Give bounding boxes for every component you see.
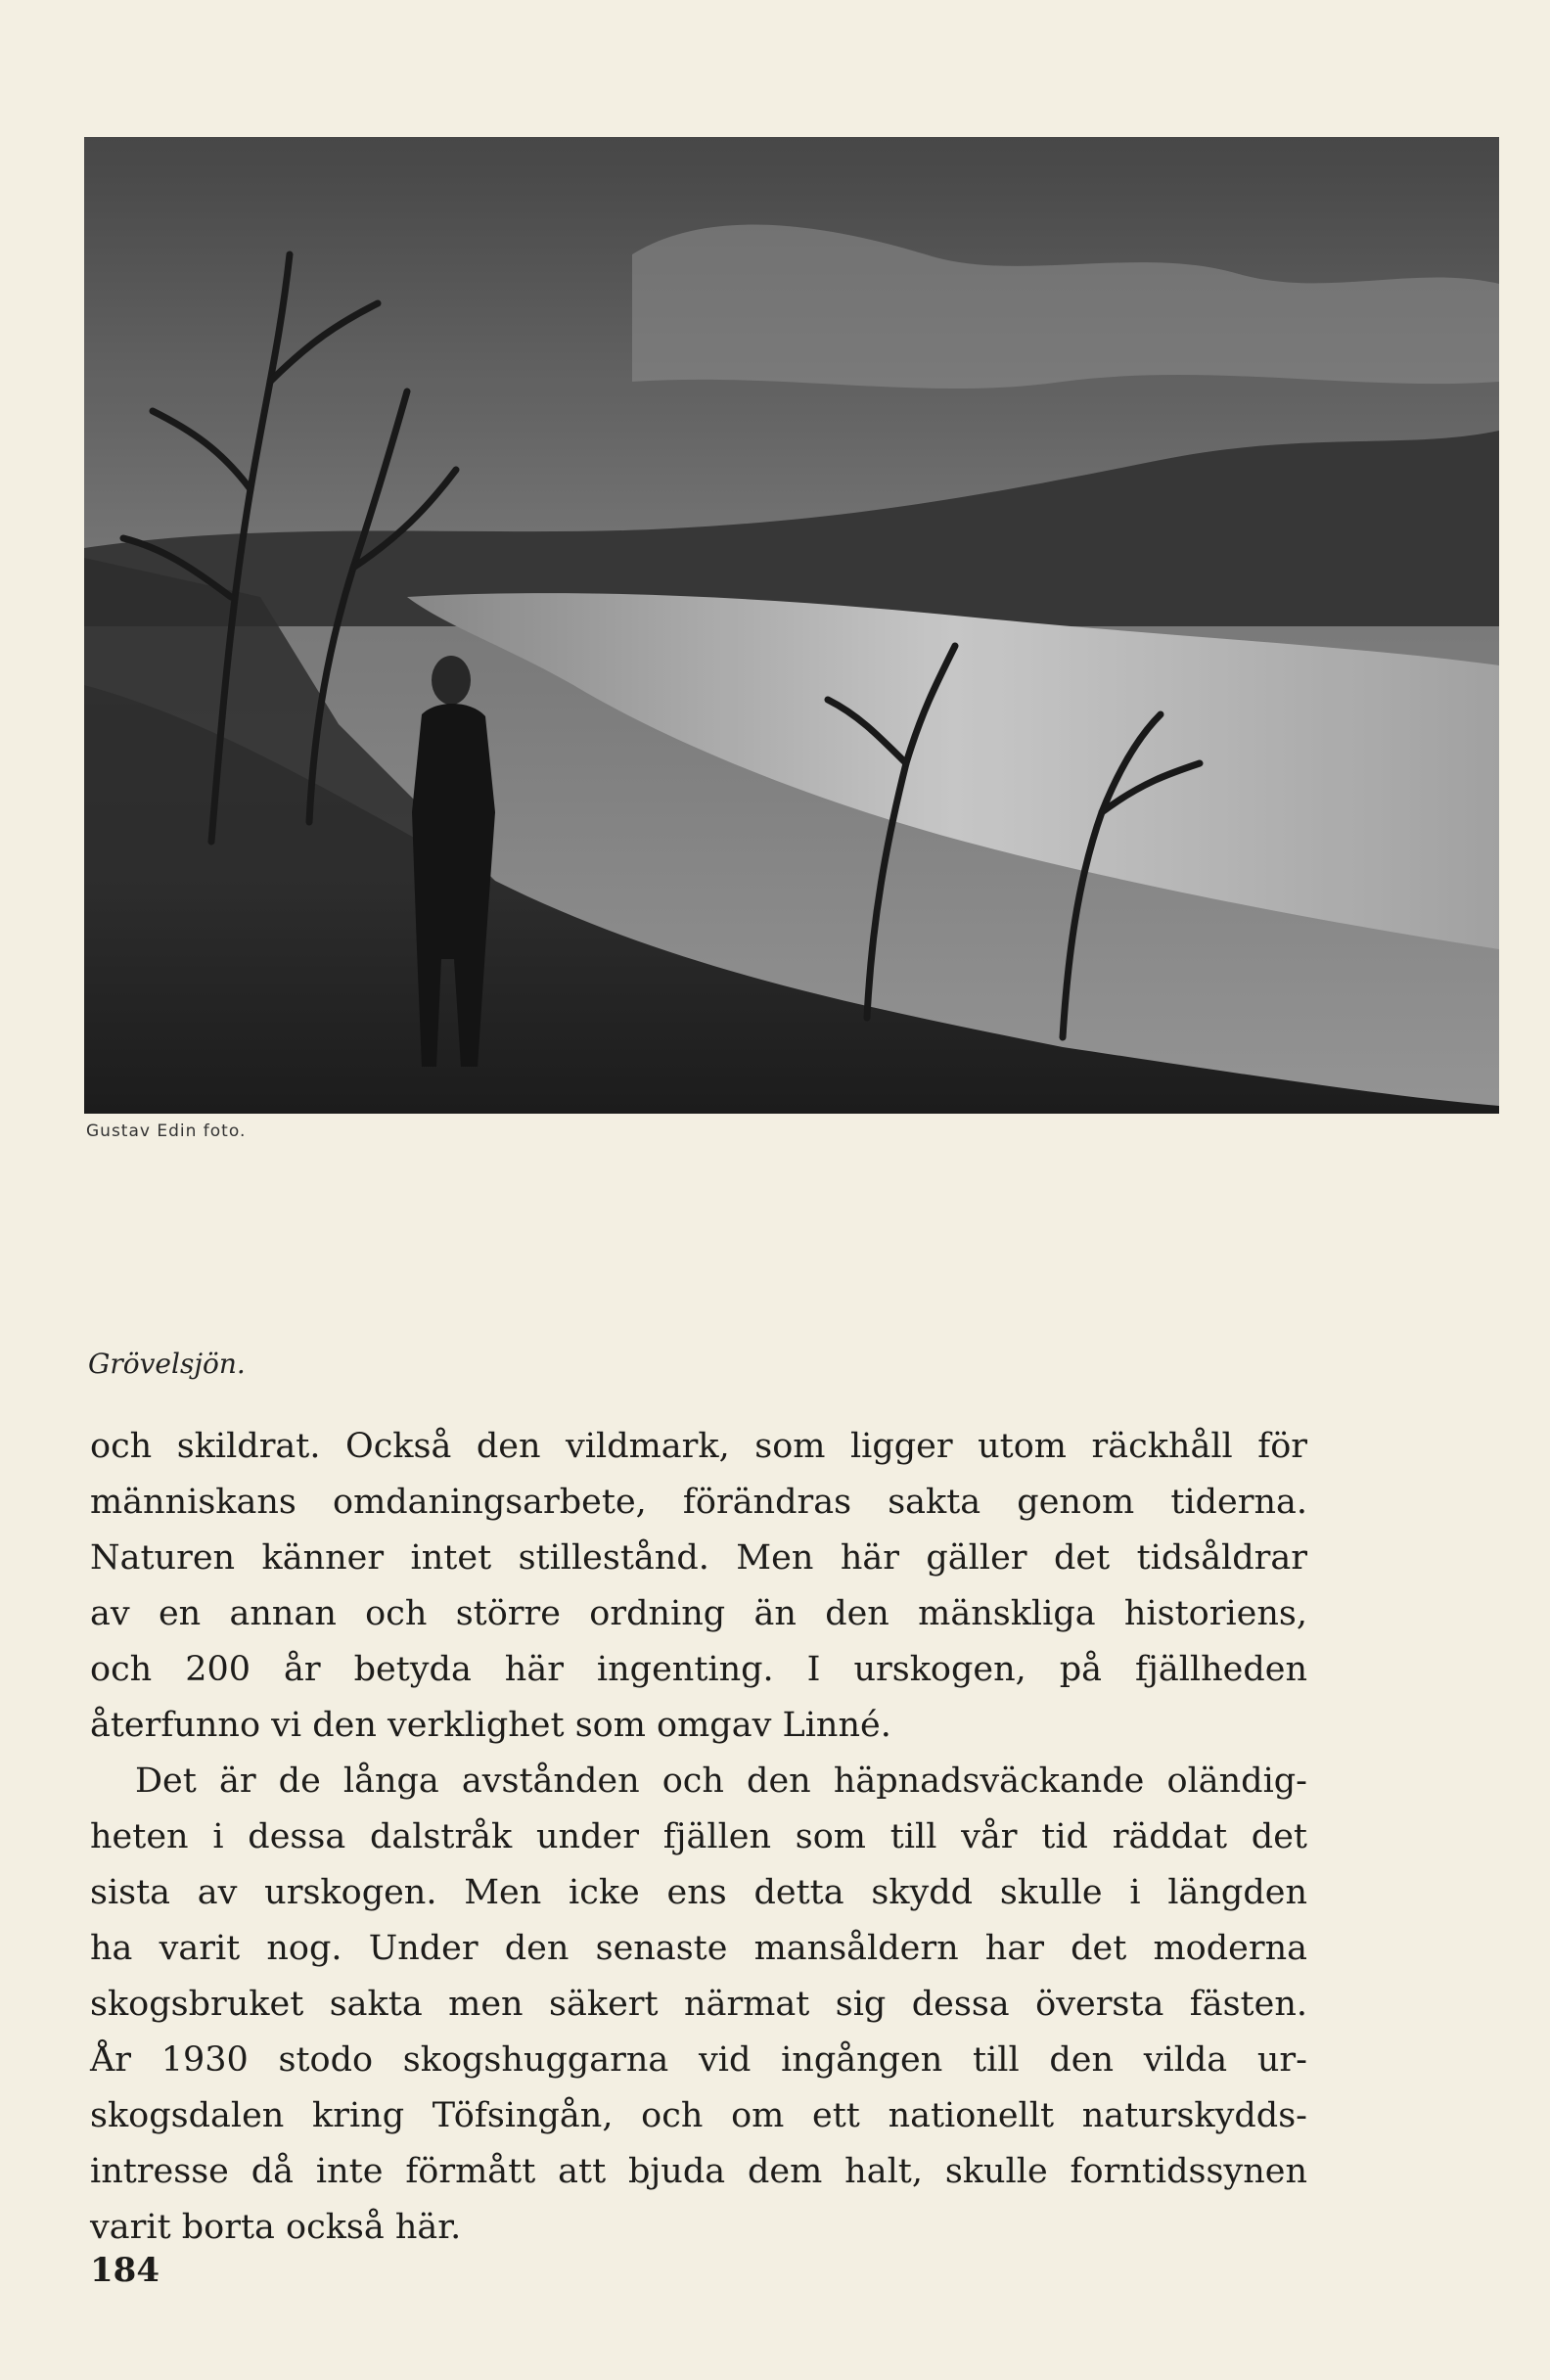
text-line: Det är de långa avstånden och den häpnadsväckande oländig- <box>135 1762 1307 1801</box>
text-line: ha varit nog. Under den senaste mansåldern har det moderna <box>90 1929 1307 1968</box>
text-line: av en annan och större ordning än den mänskliga historiens, <box>90 1594 1307 1633</box>
text-line: människans omdaningsarbete, förändras sakta genom tiderna. <box>90 1483 1307 1522</box>
text-line: sista av urskogen. Men icke ens detta skydd skulle i längden <box>90 1873 1307 1912</box>
text-line: varit borta också här. <box>90 2208 462 2247</box>
text-line: återfunno vi den verklighet som omgav Linné. <box>90 1706 891 1745</box>
text-line: heten i dessa dalstråk under fjällen som till vår tid räddat det <box>90 1817 1307 1856</box>
photo-caption: Grövelsjön. <box>88 1348 246 1380</box>
landscape-photo-icon <box>84 137 1499 1114</box>
landscape-photo <box>84 137 1499 1114</box>
page-number: 184 <box>90 2251 160 2290</box>
photo-credit: Gustav Edin foto. <box>86 1121 247 1141</box>
body-text <box>90 1419 1307 2256</box>
text-line: skogsbruket sakta men säkert närmat sig dessa översta fästen. <box>90 1985 1307 2024</box>
text-line: skogsdalen kring Töfsingån, och om ett nationellt naturskydds- <box>90 2096 1307 2135</box>
text-line: och skildrat. Också den vildmark, som ligger utom räckhåll för <box>90 1427 1307 1466</box>
text-line: intresse då inte förmått att bjuda dem halt, skulle forntidssynen <box>90 2152 1307 2191</box>
text-line: Naturen känner intet stillestånd. Men här gäller det tidsåldrar <box>90 1538 1307 1578</box>
text-line: och 200 år betyda här ingenting. I urskogen, på fjällheden <box>90 1650 1307 1689</box>
text-line: År 1930 stodo skogshuggarna vid ingången till den vilda ur- <box>90 2040 1307 2080</box>
